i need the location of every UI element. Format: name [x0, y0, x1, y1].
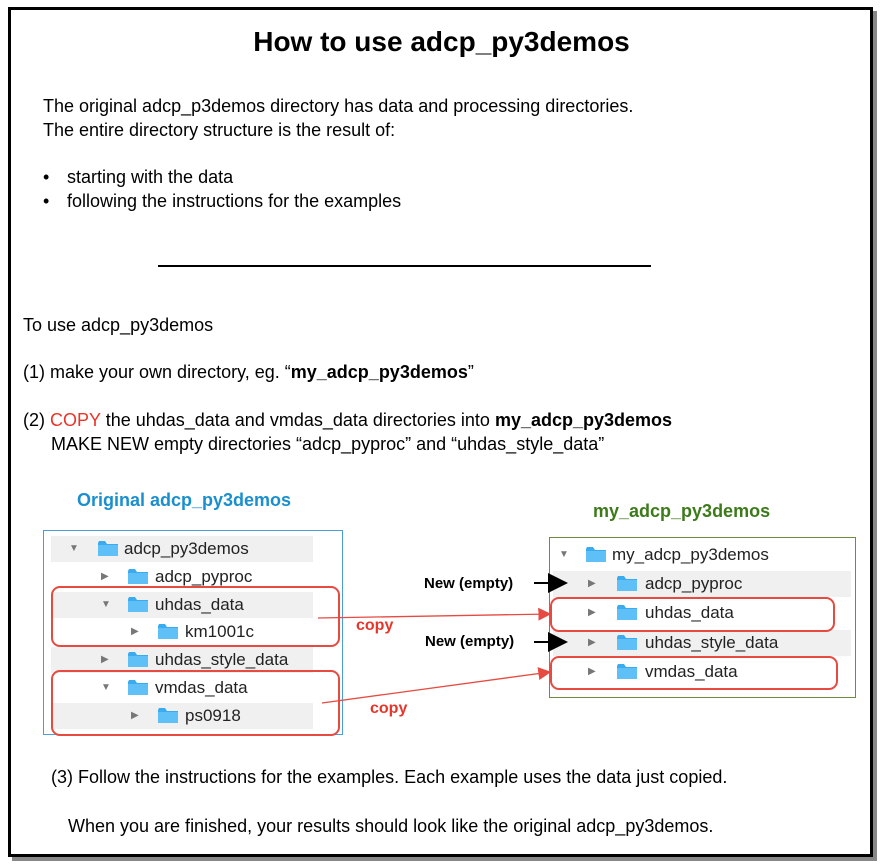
copy-label: copy [370, 700, 408, 717]
bullet-text: following the instructions for the examples [67, 191, 402, 211]
original-panel-title: Original adcp_py3demos [77, 490, 292, 510]
disclosure-right-icon[interactable]: ▶ [101, 654, 109, 665]
copy-keyword: COPY [50, 410, 101, 430]
bullet-text: starting with the data [67, 167, 234, 187]
step-3: (3) Follow the instructions for the examples. Each example uses the data just copied. [51, 767, 728, 787]
disclosure-right-icon[interactable]: ▶ [131, 626, 139, 637]
finish-note: When you are finished, your results should look like the original adcp_py3demos. [68, 816, 714, 836]
step-2-target: my_adcp_py3demos [494, 410, 673, 430]
folder-name: adcp_pyproc [155, 567, 253, 586]
disclosure-down-icon[interactable]: ▼ [101, 599, 111, 610]
disclosure-right-icon[interactable]: ▶ [588, 578, 596, 589]
new-empty-label: New (empty) [424, 575, 514, 592]
disclosure-down-icon[interactable]: ▼ [69, 543, 79, 554]
folder-name: ps0918 [185, 706, 241, 725]
copy-label: copy [356, 617, 394, 634]
folder-name: vmdas_data [155, 678, 248, 697]
new-empty-label: New (empty) [425, 633, 515, 650]
intro-line-2: The entire directory structure is the result of: [43, 120, 396, 140]
folder-name: uhdas_data [645, 603, 734, 622]
step-1-dirname: my_adcp_py3demos [290, 362, 468, 382]
folder-name: uhdas_data [155, 595, 244, 614]
folder-name: vmdas_data [645, 662, 738, 681]
folder-name: uhdas_style_data [645, 633, 779, 652]
folder-name: adcp_pyproc [645, 574, 743, 593]
disclosure-down-icon[interactable]: ▼ [101, 682, 111, 693]
step-1-prefix: (1) make your own directory, eg. “ [23, 362, 291, 382]
page-title: How to use adcp_py3demos [253, 26, 630, 57]
disclosure-right-icon[interactable]: ▶ [588, 607, 596, 618]
copy-arrow-vmdas [322, 672, 550, 703]
disclosure-right-icon[interactable]: ▶ [588, 666, 596, 677]
folder-name: my_adcp_py3demos [612, 545, 769, 564]
disclosure-right-icon[interactable]: ▶ [588, 637, 596, 648]
intro-line-1: The original adcp_p3demos directory has data and processing directories. [43, 96, 634, 116]
my-panel-title: my_adcp_py3demos [593, 501, 771, 521]
disclosure-down-icon[interactable]: ▼ [559, 549, 569, 560]
bullet-dot: • [43, 167, 50, 187]
disclosure-right-icon[interactable]: ▶ [131, 710, 139, 721]
step-1-suffix: ” [467, 362, 474, 382]
folder-name: km1001c [185, 622, 254, 641]
copy-arrow-uhdas [318, 614, 550, 618]
step-2-prefix: (2) [23, 410, 50, 430]
step-2-line-2: MAKE NEW empty directories “adcp_pyproc” and “uhdas_style_data” [51, 434, 605, 454]
to-use-heading: To use adcp_py3demos [23, 315, 214, 335]
bullet-dot: • [43, 191, 50, 211]
disclosure-right-icon[interactable]: ▶ [101, 571, 109, 582]
step-2-middle: the uhdas_data and vmdas_data directories into [100, 410, 495, 430]
folder-name: uhdas_style_data [155, 650, 289, 669]
folder-name: adcp_py3demos [124, 539, 249, 558]
